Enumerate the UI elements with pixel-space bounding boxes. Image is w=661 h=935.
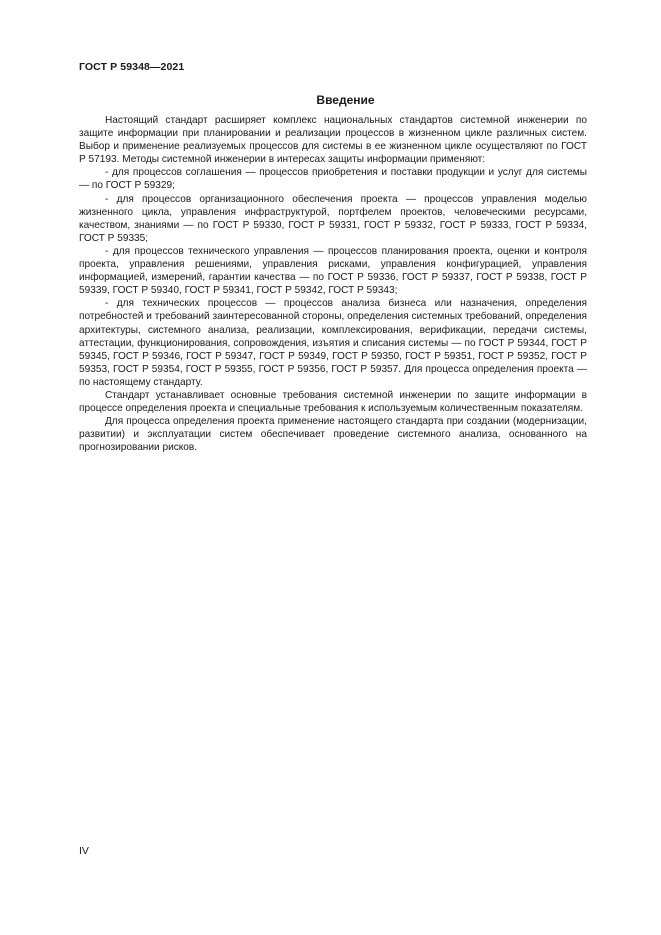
paragraph-intro: Настоящий стандарт расширяет комплекс национальных стандартов системной инженерии по защите информации при планировании и реализации процессов в жизненном цикле различных систем. Выбор и применение реализуемых процессов для системы в ее жизненном цикле осуществляют по ГОСТ Р 57193. Методы системной инженерии в интересах защиты информации применяют: bbox=[79, 115, 587, 166]
list-item-technical-processes: - для технических процессов — процессов анализа бизнеса или назначения, определения потребностей и требований заинтересованной стороны, определения системных требований, определения архитектуры, системного анализа, реализации, комплексирования, верификации, передачи системы, аттестации, функционирования, сопровождения, изъятия и списания системы — по ГОСТ Р 59344, ГОСТ Р 59345, ГОСТ Р 59346, ГОСТ Р 59347, ГОСТ Р 59349, ГОСТ Р 59350, ГОСТ Р 59351, ГОСТ Р 59352, ГОСТ Р 59353, ГОСТ Р 59354, ГОСТ Р 59355, ГОСТ Р 59356, ГОСТ Р 59357. Для процесса определения проекта — по настоящему стандарту. bbox=[79, 298, 587, 388]
section-body bbox=[79, 114, 587, 454]
document-header: ГОСТ Р 59348—2021 bbox=[79, 61, 185, 73]
section-title: Введение bbox=[316, 93, 375, 107]
list-item-agreement-processes: - для процессов соглашения — процессов приобретения и поставки продукции и услуг для системы — по ГОСТ Р 59329; bbox=[79, 167, 587, 192]
page-number: IV bbox=[79, 845, 89, 857]
paragraph-application: Для процесса определения проекта применение настоящего стандарта при создании (модернизации, развитии) и эксплуатации систем обеспечивает проведение системного анализа, основанного на прогнозировании рисков. bbox=[79, 416, 587, 454]
paragraph-requirements: Стандарт устанавливает основные требования системной инженерии по защите информации в процессе определения проекта и специальные требования к используемым количественным показателям. bbox=[79, 389, 587, 415]
list-item-technical-management-processes: - для процессов технического управления — процессов планирования проекта, оценки и контроля проекта, управления решениями, управления рисками, управления конфигурацией, управления информацией, измерений, гарантии качества — по ГОСТ Р 59336, ГОСТ Р 59337, ГОСТ Р 59338, ГОСТ Р 59339, ГОСТ Р 59340, ГОСТ Р 59341, ГОСТ Р 59342, ГОСТ Р 59343; bbox=[79, 245, 587, 297]
list-item-organizational-processes: - для процессов организационного обеспечения проекта — процессов управления моделью жизненного цикла, управления инфраструктурой, портфелем проектов, человеческими ресурсами, качеством, знаниями — по ГОСТ Р 59330, ГОСТ Р 59331, ГОСТ Р 59332, ГОСТ Р 59333, ГОСТ Р 59334, ГОСТ Р 59335; bbox=[79, 193, 587, 244]
